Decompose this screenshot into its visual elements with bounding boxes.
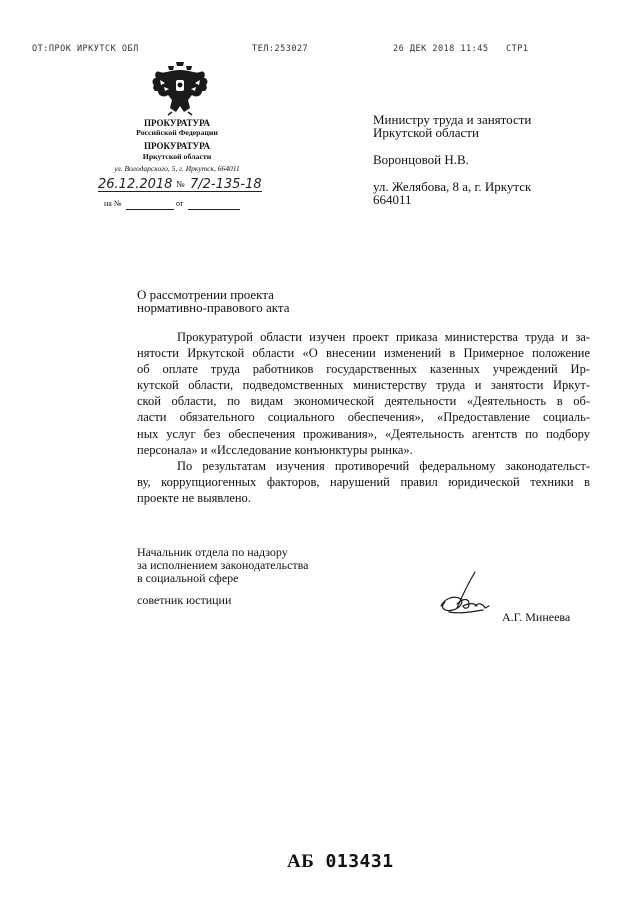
- signatory-position-3: в социальной сфере: [137, 571, 239, 585]
- body-line: кутской области, подведомственных министерству труда и занятости Иркут-: [137, 378, 590, 393]
- body-paragraph-1: [137, 329, 590, 458]
- body-line: ву, коррупциогенных факторов, нарушений правил юридической техники в: [137, 474, 590, 489]
- recipient-title-2: Иркутской области: [373, 125, 479, 140]
- fax-sender: ОТ:ПРОК ИРКУТСК ОБЛ: [32, 44, 139, 54]
- recipient-name: Воронцовой Н.В.: [373, 152, 469, 167]
- recipient-postcode: 664011: [373, 192, 412, 207]
- sender-address: ул. Володарского, 5, г. Иркутск, 664011: [114, 164, 240, 173]
- outgoing-date: 26.12.2018: [98, 177, 173, 192]
- subject-line-1: О рассмотрении проекта: [137, 287, 274, 302]
- handwritten-signature: [435, 568, 493, 618]
- sender-org-2: ПРОКУРАТУРА: [144, 141, 210, 151]
- body-line: ской области, по видам экономической деятельности «Деятельность в об-: [137, 394, 590, 409]
- body-line: ласти обязательного социального обеспечения», «Предоставление социаль-: [137, 410, 590, 425]
- signatory-rank: советник юстиции: [137, 593, 232, 607]
- body-line: проекте не выявлено.: [137, 490, 251, 505]
- fax-phone: ТЕЛ:253027: [252, 44, 309, 54]
- outgoing-number-label: №: [176, 179, 185, 189]
- body-paragraph-2: [137, 458, 590, 506]
- reply-number-line: [126, 209, 174, 210]
- reply-number-label: на №: [104, 199, 122, 208]
- signatory-name: А.Г. Минеева: [502, 610, 571, 624]
- body-line: По результатам изучения противоречий федеральному законодательст-: [177, 458, 590, 473]
- body-line: нятости Иркутской области «О внесении изменений в Примерное положение: [137, 346, 590, 361]
- body-line: персонала» и «Исследование конъюнктуры рынка».: [137, 442, 413, 457]
- recipient-title-1: Министру труда и занятости: [373, 112, 532, 127]
- coat-of-arms-emblem: [150, 60, 210, 116]
- letter-body: [137, 329, 590, 506]
- fax-datetime: 26 ДЕК 2018 11:45: [393, 44, 489, 54]
- body-line: ных услуг без обеспечения проживания», «Деятельность агентств по подбору: [137, 426, 590, 441]
- fax-page: СТР1: [506, 44, 529, 54]
- sender-org-1: ПРОКУРАТУРА: [144, 118, 210, 128]
- sender-org-2-subtitle: Иркутской области: [142, 152, 212, 161]
- signatory-position-1: Начальник отдела по надзору: [137, 545, 288, 559]
- reply-from-label: от: [176, 199, 184, 208]
- outgoing-reference: [98, 177, 262, 195]
- reply-from-line: [188, 209, 240, 210]
- body-line: об оплате труда работников государственных казенных учреждений Ир-: [137, 362, 590, 377]
- body-line: Прокуратурой области изучен проект приказа министерства труда и за-: [177, 330, 590, 344]
- subject-line-2: нормативно-правового акта: [137, 300, 290, 315]
- form-serial: 013431: [325, 851, 394, 872]
- form-series: АБ: [287, 851, 315, 872]
- form-number: [287, 851, 394, 873]
- sender-org-1-subtitle: Российской Федерации: [136, 128, 218, 137]
- recipient-address: ул. Желябова, 8 а, г. Иркутск: [373, 179, 532, 194]
- signatory-position-2: за исполнением законодательства: [137, 558, 309, 572]
- outgoing-number: 7/2-135-18: [190, 177, 262, 192]
